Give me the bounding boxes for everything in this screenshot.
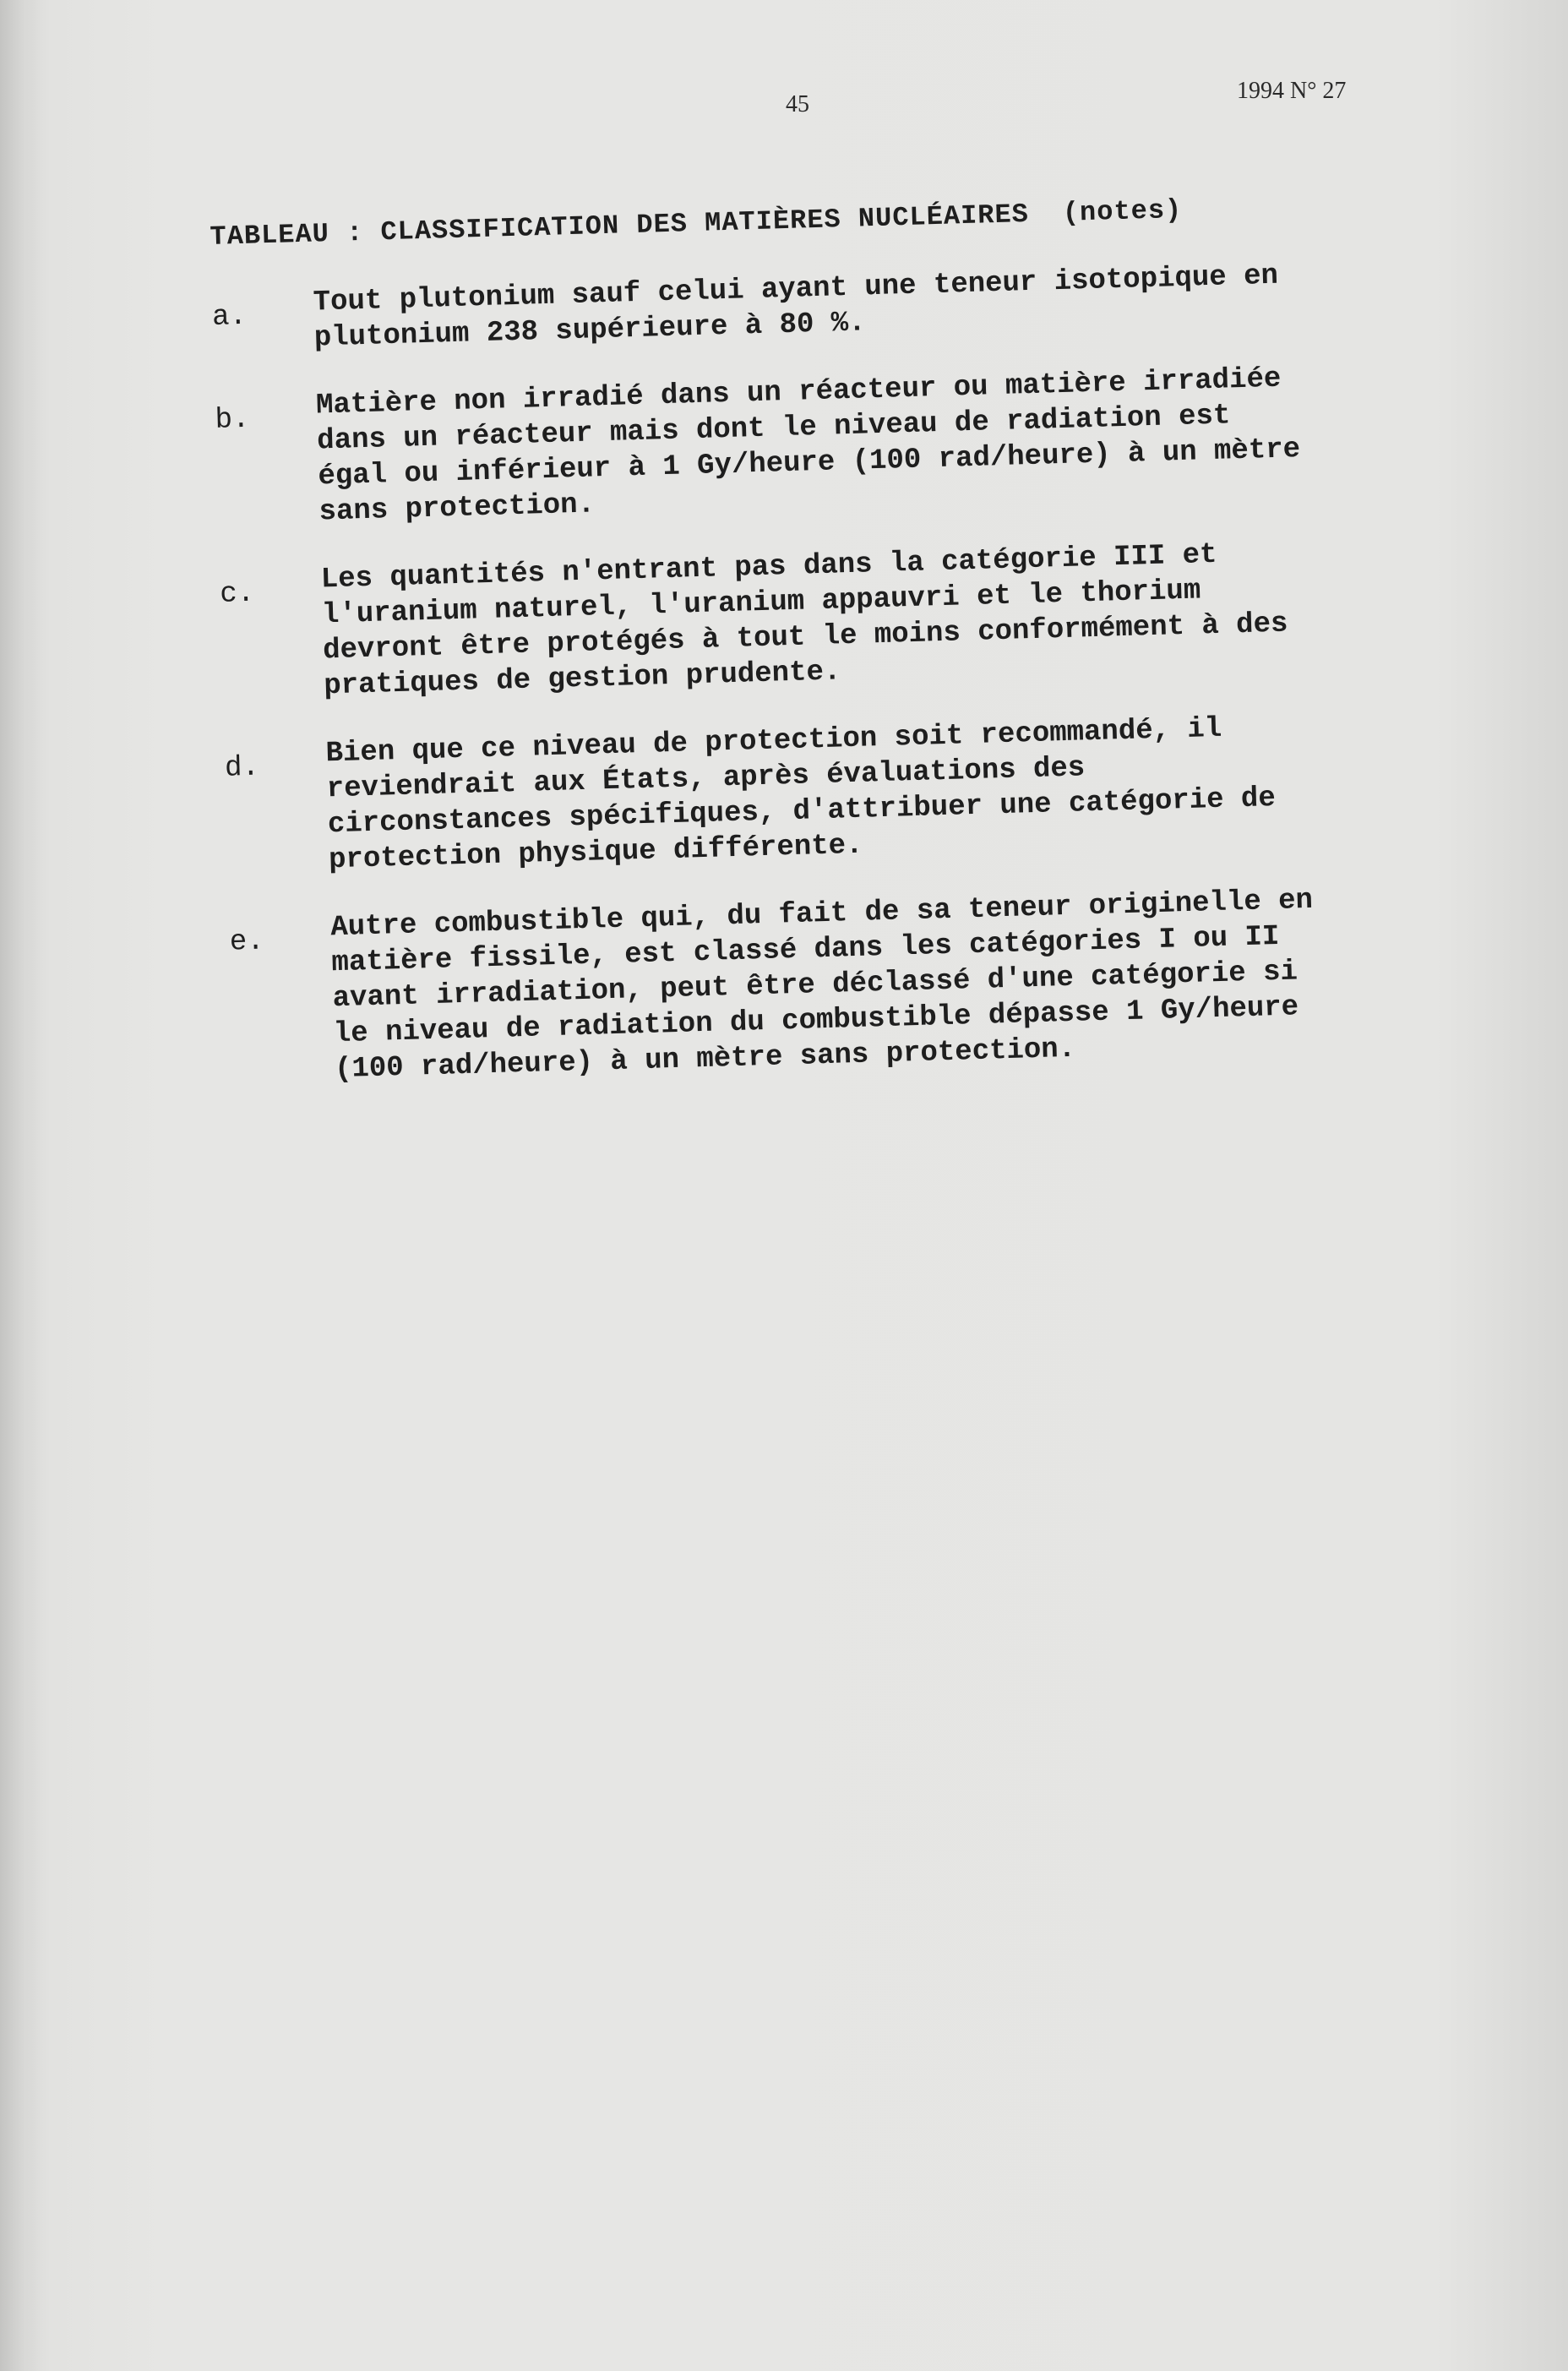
document-reference: 1994 N° 27 — [1237, 78, 1347, 104]
notes-section — [210, 186, 1501, 1122]
title-main: TABLEAU : CLASSIFICATION DES MATIÈRES NUCLÉAIRES — [210, 198, 1030, 253]
note-text: Bien que ce niveau de protection soit recommandé, il reviendrait aux États, après évaluations des circonstances spécifiques, d'attribuer une catégorie de protection physique différente. — [325, 712, 1277, 877]
table-notes-title — [210, 186, 1477, 253]
note-letter: b. — [215, 403, 250, 437]
note-text: Tout plutonium sauf celui ayant une teneur isotopique en plutonium 238 supérieure à 80 %. — [313, 259, 1279, 355]
note-item — [229, 878, 1500, 1091]
note-letter: d. — [224, 751, 260, 785]
note-item — [224, 704, 1494, 881]
note-text: Matière non irradié dans un réacteur ou matière irradiée dans un réacteur mais dont le niveau de radiation est égal ou inférieur à 1 Gy/heure (100 rad/heure) à un mètre sans protection. — [315, 362, 1301, 529]
page-binding-shadow — [0, 0, 39, 2371]
note-text: Les quantités n'entrant pas dans la catégorie III et l'uranium naturel, l'uranium appauvri et le thorium devront être protégés à tout le moins conformément à des pratiques de gestion prudente. — [320, 538, 1288, 703]
note-letter: a. — [211, 300, 248, 334]
note-item — [215, 356, 1485, 533]
note-text: Autre combustible qui, du fait de sa teneur originelle en matière fissile, est classé dans les catégories I ou II avant irradiation, peut être déclassé d'une catégorie si le niveau de radiation du combustible dépasse 1 Gy/heure (100 rad/heure) à un mètre sans protection. — [329, 884, 1314, 1087]
title-suffix: (notes) — [1062, 193, 1183, 229]
note-item — [219, 530, 1489, 707]
note-item — [211, 253, 1480, 359]
note-letter: c. — [219, 577, 255, 611]
note-letter: e. — [229, 925, 265, 959]
page-number: 45 — [786, 91, 809, 117]
